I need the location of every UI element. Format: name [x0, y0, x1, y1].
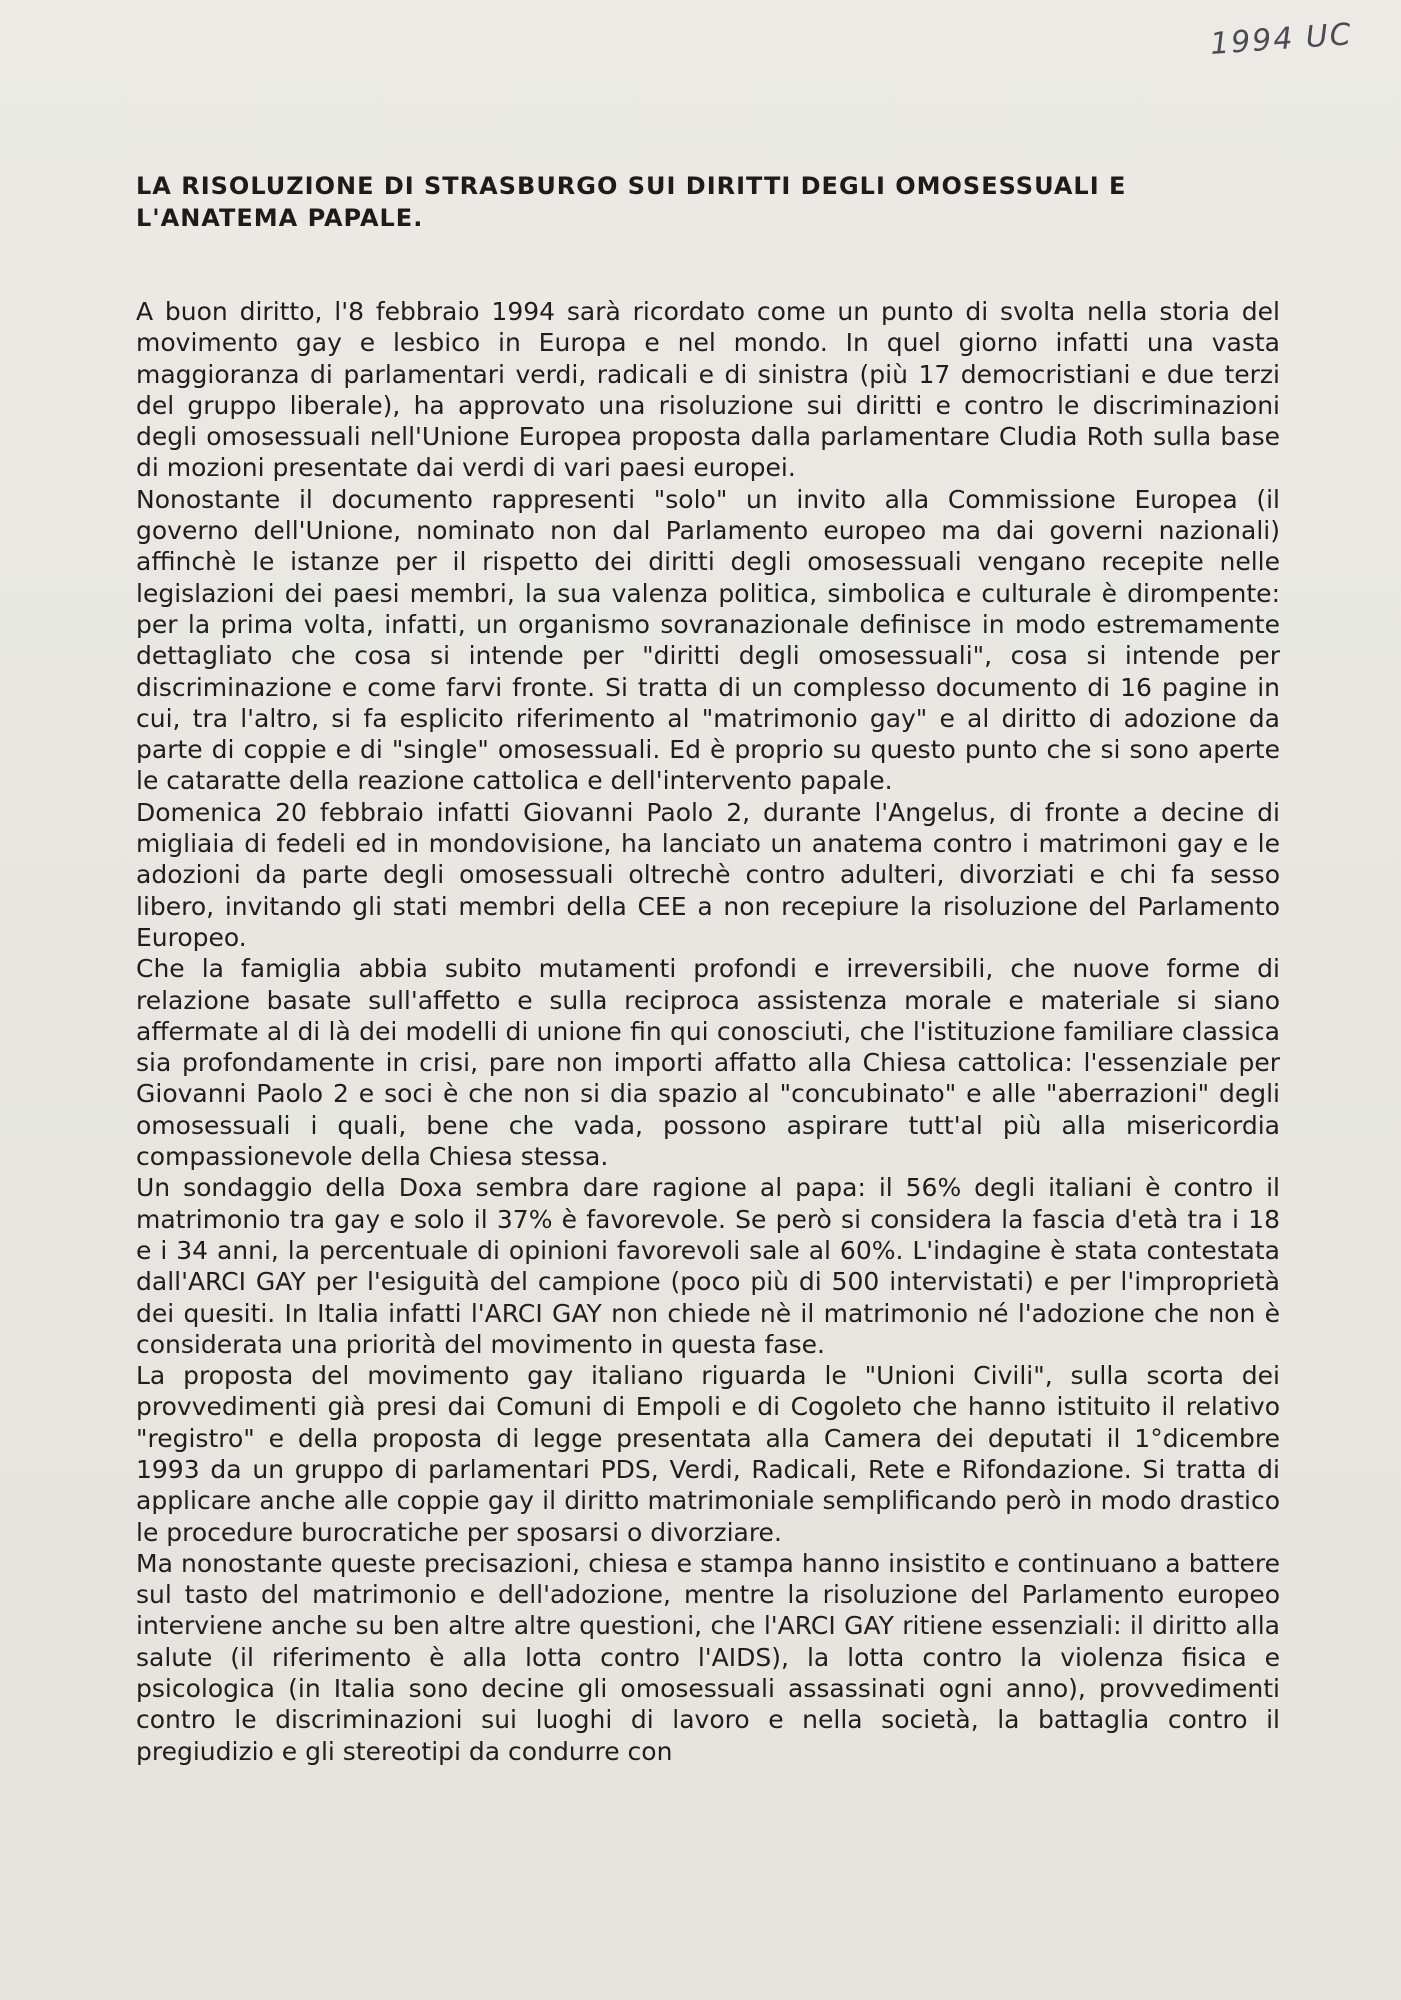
paragraph: La proposta del movimento gay italiano riguarda le "Unioni Civili", sulla scorta dei provvedimenti già presi dai Comuni di Empoli e di Cogoleto che hanno istituito il relativo "registro" e della proposta di legge presentata alla Camera dei deputati il 1°dicembre 1993 da un gruppo di parlamentari PDS, Verdi, Radicali, Rete e Rifondazione. Si tratta di applicare anche alle coppie gay il diritto matrimoniale semplificando però in modo drastico le procedure burocratiche per sposarsi o divorziare. [136, 1361, 1280, 1547]
paragraph: Che la famiglia abbia subito mutamenti profondi e irreversibili, che nuove forme di relazione basate sull'affetto e sulla reciproca assistenza morale e materiale si siano affermate al di là dei modelli di unione fin qui conosciuti, che l'istituzione familiare classica sia profondamente in crisi, pare non importi affatto alla Chiesa cattolica: l'essenziale per Giovanni Paolo 2 e soci è che non si dia spazio al "concubinato" e alle "aberrazioni" degli omosessuali i quali, bene che vada, possono aspirare tutt'al più alla misericordia compassionevole della Chiesa stessa. [136, 954, 1280, 1172]
paragraph: Un sondaggio della Doxa sembra dare ragione al papa: il 56% degli italiani è contro il matrimonio tra gay e solo il 37% è favorevole. Se però si considera la fascia d'età tra i 18 e i 34 anni, la percentuale di opinioni favorevoli sale al 60%. L'indagine è stata contestata dall'ARCI GAY per l'esiguità del campione (poco più di 500 intervistati) e per l'improprietà dei quesiti. In Italia infatti l'ARCI GAY non chiede nè il matrimonio né l'adozione che non è considerata una priorità del movimento in questa fase. [136, 1173, 1280, 1359]
paragraph: A buon diritto, l'8 febbraio 1994 sarà ricordato come un punto di svolta nella storia del movimento gay e lesbico in Europa e nel mondo. In quel giorno infatti una vasta maggioranza di parlamentari verdi, radicali e di sinistra (più 17 democristiani e due terzi del gruppo liberale), ha approvato una risoluzione sui diritti e contro le discriminazioni degli omosessuali nell'Unione Europea proposta dalla parlamentare Cludia Roth sulla base di mozioni presentate dai verdi di vari paesi europei. [136, 297, 1280, 483]
paragraph: Nonostante il documento rappresenti "solo" un invito alla Commissione Europea (il governo dell'Unione, nominato non dal Parlamento europeo ma dai governi nazionali) affinchè le istanze per il rispetto dei diritti degli omosessuali vengano recepite nelle legislazioni dei paesi membri, la sua valenza politica, simbolica e culturale è dirompente: per la prima volta, infatti, un organismo sovranazionale definisce in modo estremamente dettagliato che cosa si intende per "diritti degli omosessuali", cosa si intende per discriminazione e come farvi fronte. Si tratta di un complesso documento di 16 pagine in cui, tra l'altro, si fa esplicito riferimento al "matrimonio gay" e al diritto di adozione da parte di coppie e di "single" omosessuali. Ed è proprio su questo punto che si sono aperte le cataratte della reazione cattolica e dell'intervento papale. [136, 484, 1280, 796]
paragraph: Domenica 20 febbraio infatti Giovanni Paolo 2, durante l'Angelus, di fronte a decine di migliaia di fedeli ed in mondovisione, ha lanciato un anatema contro i matrimoni gay e le adozioni da parte degli omosessuali oltrechè contro adulteri, divorziati e chi fa sesso libero, invitando gli stati membri della CEE a non recepiure la risoluzione del Parlamento Europeo. [136, 797, 1280, 952]
paragraph: Ma nonostante queste precisazioni, chiesa e stampa hanno insistito e continuano a battere sul tasto del matrimonio e dell'adozione, mentre la risoluzione del Parlamento europeo interviene anche su ben altre altre questioni, che l'ARCI GAY ritiene essenziali: il diritto alla salute (il riferimento è alla lotta contro l'AIDS), la lotta contro la violenza fisica e psicologica (in Italia sono decine gli omosessuali assassinati ogni anno), provvedimenti contro le discriminazioni sui luoghi di lavoro e nella società, la battaglia contro il pregiudizio e gli stereotipi da condurre con [136, 1548, 1280, 1766]
document-body [136, 296, 1280, 1767]
document-title: LA RISOLUZIONE DI STRASBURGO SUI DIRITTI DEGLI OMOSESSUALI E L'ANATEMA PAPALE. [136, 172, 1127, 232]
handwritten-annotation: 1994 UC [1208, 17, 1354, 62]
